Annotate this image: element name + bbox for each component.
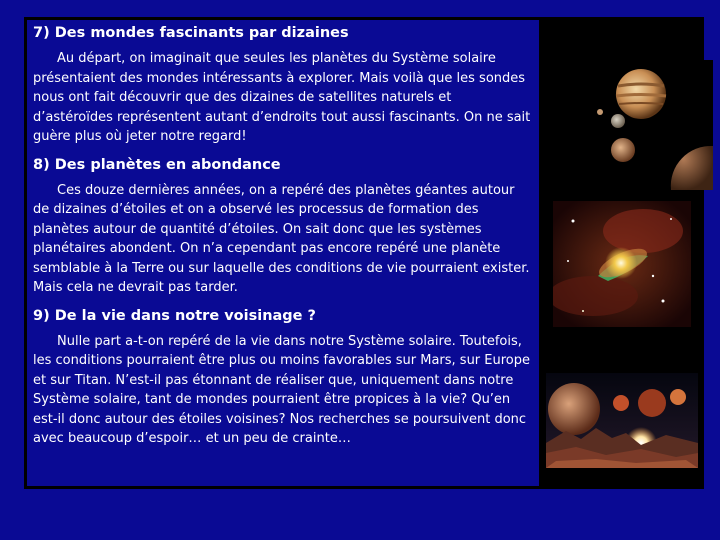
section-title-9: 9) De la vie dans notre voisinage ? — [33, 307, 316, 324]
section-body-9: Nulle part a-t-on repéré de la vie dans notre Système solaire. Toutefois, les conditions pourraient être plus ou moins favorables sur Mars, sur Europe et sur Titan. N’est-il pas étonnant de réaliser que, uniquement dans notre Système solaire, tant de mondes pourraient être propices à la vie? Qu’en est-il donc autour des étoiles voisines? Nos recherches se poursuivent donc avec beaucoup d’espoir… et un peu de crainte… — [33, 333, 530, 446]
jupiter-moons-image — [573, 60, 713, 190]
section-body-8: Ces douze dernières années, on a repéré des planètes géantes autour de dizaines d’étoiles et on a observé les processus de formation des planètes autour de quantité d’étoiles. On sait donc que les systèmes planétaires abondent. On n’a cependant pas encore repéré une planète semblable à la Terre ou sur laquelle des conditions de vie pourraient exister. Mais cela ne devrait pas tarder. — [33, 182, 530, 295]
alien-landscape-image — [546, 373, 698, 468]
star-forming-nebula-image — [553, 201, 691, 327]
content-panel — [24, 17, 704, 489]
text-column — [25, 18, 541, 488]
section-title-8: 8) Des planètes en abondance — [33, 156, 281, 173]
section-title-7: 7) Des mondes fascinants par dizaines — [33, 25, 349, 41]
section-body-7: Au départ, on imaginait que seules les planètes du Système solaire présentaient des mondes intéressants à explorer. Mais voilà que les sondes nous ont fait découvrir que des dizaines de satellites naturels et d’astéroïdes représentent autant d’endroits tout aussi fascinants. On ne sait guère plus où jeter notre regard! — [33, 51, 531, 144]
